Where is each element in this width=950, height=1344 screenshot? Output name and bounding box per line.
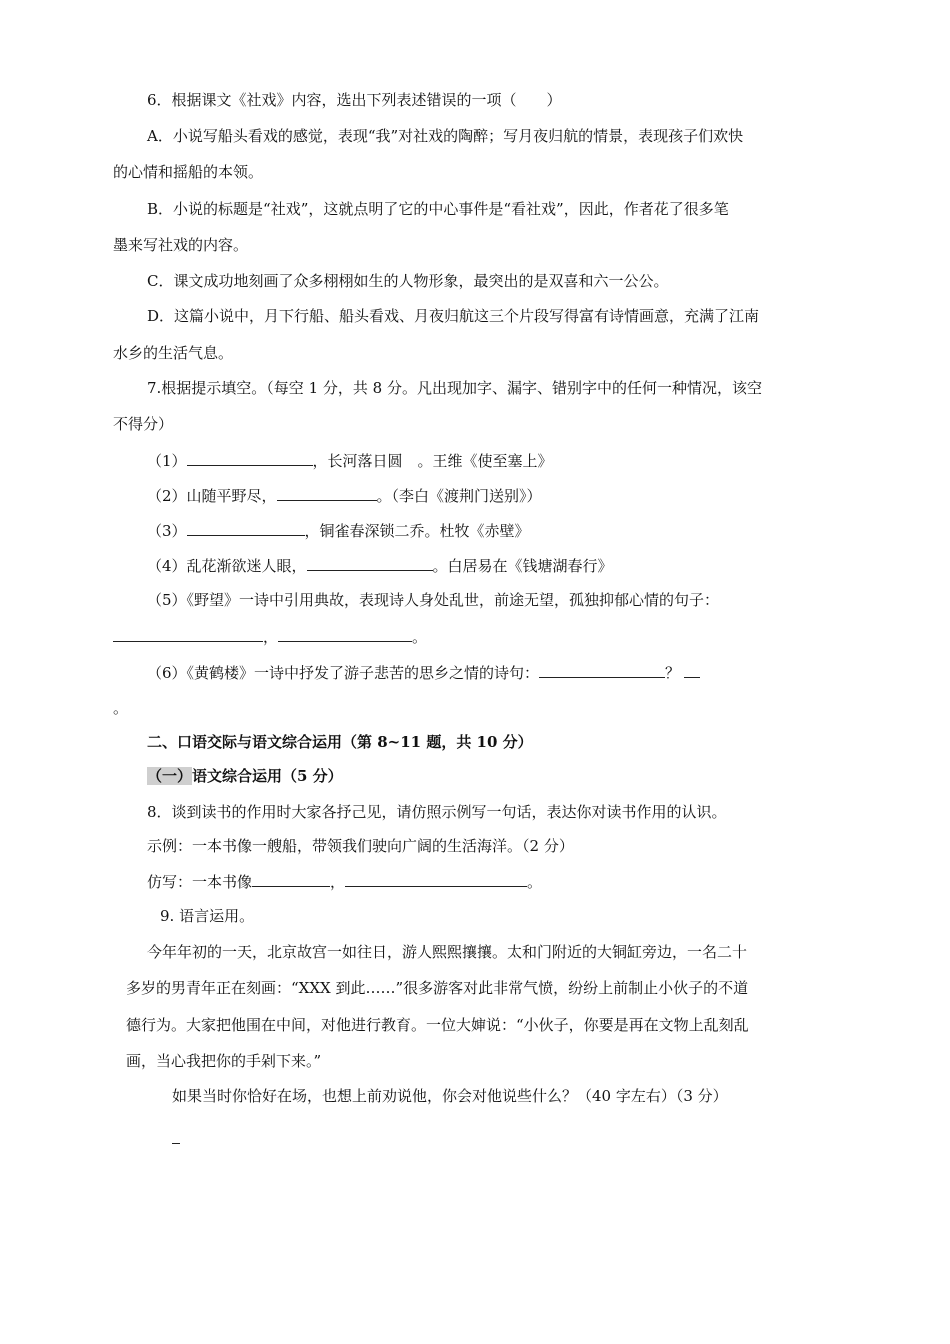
q9-passage-line1: 今年年初的一天，北京故宫一如往日，游人熙熙攘攘。太和门附近的大铜缸旁边，一名二十 [147, 943, 748, 961]
q6-option-b-line1: B．小说的标题是“社戏”，这就点明了它的中心事件是“看社戏”，因此，作者花了很多笔 [147, 200, 729, 218]
q7-item-3 [147, 520, 530, 541]
q7-item-1 [147, 450, 553, 471]
q8-imitation-blank-a[interactable] [252, 871, 330, 887]
q7-item-1-blank[interactable] [187, 450, 313, 466]
q9-answer-blank[interactable] [172, 1128, 180, 1144]
q7-item-5-blank-b[interactable] [278, 626, 412, 642]
q7-item-5-line2 [113, 626, 427, 647]
section-2-subtitle [147, 766, 343, 786]
q7-item-5-line1: （5）《野望》一诗中引用典故，表现诗人身处乱世，前途无望，孤独抑郁心情的句子： [147, 591, 720, 609]
q6-option-a-line2: 的心情和摇船的本领。 [113, 163, 264, 181]
q8-example: 示例：一本书像一艘船，带领我们驶向广阔的生活海洋。（2 分） [147, 837, 574, 855]
q7-item-5-blank-a[interactable] [113, 626, 263, 642]
q7-item-5-period: 。 [412, 628, 428, 646]
q6-option-d-line2: 水乡的生活气息。 [113, 344, 234, 362]
q7-item-4 [147, 555, 613, 576]
q6-option-a-line1: A．小说写船头看戏的感觉，表现“我”对社戏的陶醉；写月夜归航的情景，表现孩子们欢快 [147, 127, 744, 145]
q7-item-3-suffix: ，铜雀春深锁二乔。杜牧《赤壁》 [304, 522, 530, 540]
q6-option-b-line2: 墨来写社戏的内容。 [113, 236, 249, 254]
q7-item-4-suffix: 。白居易在《钱塘湖春行》 [432, 557, 613, 575]
q7-item-1-prefix: （1） [147, 452, 187, 470]
q7-stem-line1: 7.根据提示填空。（每空 1 分，共 8 分。凡出现加字、漏字、错别字中的任何一种情况，该空 [147, 379, 762, 397]
q7-item-6-blank-a[interactable] [539, 662, 665, 678]
section-2-subtitle-highlight: （一） [147, 767, 193, 785]
section-2-subtitle-text: 语文综合运用（5 分） [192, 767, 343, 785]
section-2-title: 二、口语交际与语文综合运用（第 8~11 题，共 10 分） [147, 733, 533, 751]
q8-imitation-blank-b[interactable] [345, 871, 527, 887]
q8-imitation [147, 871, 542, 892]
q7-item-3-prefix: （3） [147, 522, 187, 540]
q9-passage-line3: 德行为。大家把他围在中间，对他进行教育。一位大婶说：“小伙子，你要是再在文物上乱刻乱 [126, 1016, 749, 1034]
q6-option-d-line1: D．这篇小说中，月下行船、船头看戏、月夜归航这三个片段写得富有诗情画意，充满了江南 [147, 307, 760, 325]
q8-imitation-prefix: 仿写：一本书像 [147, 873, 253, 891]
q7-item-3-blank[interactable] [187, 520, 305, 536]
q9-question: 如果当时你恰好在场，也想上前劝说他，你会对他说些什么？（40 字左右）（3 分） [172, 1087, 728, 1105]
q9-passage-line2: 多岁的男青年正在刻画：“XXX 到此……”很多游客对此非常气愤，纷纷上前制止小伙子的不道 [126, 979, 749, 997]
q7-item-2 [147, 485, 542, 506]
q6-stem: 6．根据课文《社戏》内容，选出下列表述错误的一项（ ） [147, 91, 562, 109]
q8-stem: 8．谈到读书的作用时大家各抒己见，请仿照示例写一句话，表达你对读书作用的认识。 [147, 803, 727, 821]
q6-option-c: C．课文成功地刻画了众多栩栩如生的人物形象，最突出的是双喜和六一公公。 [147, 272, 669, 290]
q7-item-6-blank-b[interactable] [684, 662, 700, 678]
q7-item-6-question-mark: ？ [665, 664, 681, 682]
q7-item-2-suffix: 。（李白《渡荆门送别》） [376, 487, 542, 505]
q8-imitation-period: 。 [527, 873, 543, 891]
q9-stem: 9. 语言运用。 [160, 907, 255, 925]
q9-answer-line [172, 1128, 180, 1149]
q9-passage-line4: 画，当心我把你的手剁下来。” [126, 1052, 322, 1070]
q7-item-6 [147, 662, 700, 683]
q7-item-5-comma: ， [263, 628, 279, 646]
q7-item-6-prefix: （6）《黄鹤楼》一诗中抒发了游子悲苦的思乡之情的诗句： [147, 664, 540, 682]
q7-item-4-blank[interactable] [307, 555, 433, 571]
q7-item-1-suffix: ，长河落日圆 。王维《使至塞上》 [312, 452, 553, 470]
q7-item-2-prefix: （2）山随平野尽， [147, 487, 277, 505]
q8-imitation-comma: ， [330, 873, 346, 891]
q7-item-2-blank[interactable] [277, 485, 377, 501]
q7-stem-line2: 不得分） [113, 415, 174, 433]
q7-item-4-prefix: （4）乱花渐欲迷人眼， [147, 557, 307, 575]
q7-item-6-period: 。 [113, 699, 129, 717]
